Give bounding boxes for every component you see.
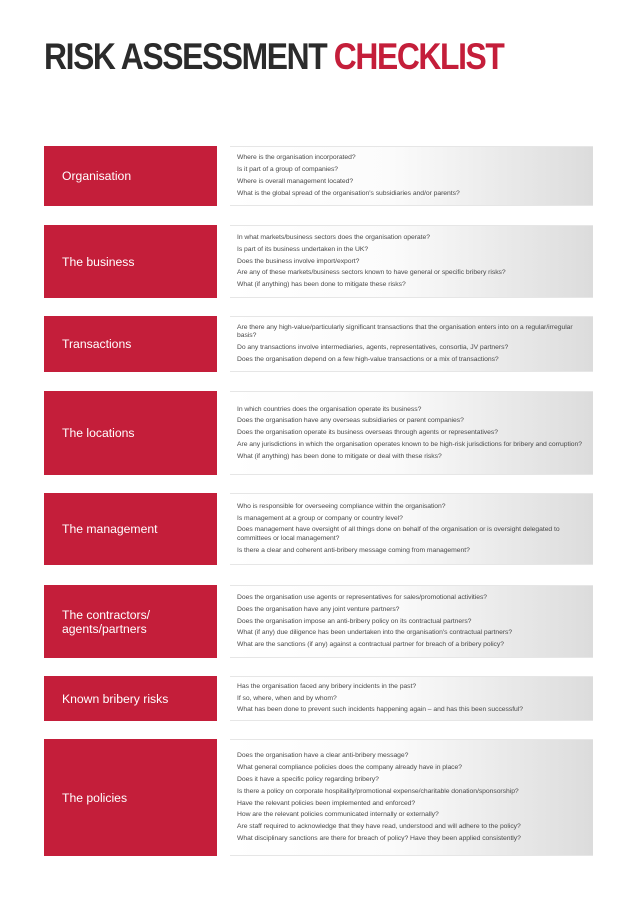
section-contractors-agents-partners [44,585,593,658]
category-block [44,391,217,475]
question-item: If so, where, when and by whom? [237,694,337,702]
question-item: What (if anything) has been done to mitigate these risks? [237,281,406,289]
question-list [230,146,593,206]
section-the-business [44,225,593,298]
question-item: Does the organisation impose an anti-bribery policy on its contractual partners? [237,617,472,625]
page-title-part1: RISK ASSESSMENT [44,36,327,77]
category-block [44,585,217,658]
question-item: Is part of its business undertaken in the UK? [237,245,369,253]
category-label: The management [62,522,158,536]
category-label: The business [62,254,135,269]
page-title-part2: CHECKLIST [333,36,504,77]
question-item: What general compliance policies does the company already have in place? [237,764,462,772]
question-item: In which countries does the organisation operate its business? [237,405,422,413]
question-item: Has the organisation faced any bribery incidents in the past? [237,682,417,690]
section-transactions [44,316,593,372]
question-item: Where is overall management located? [237,178,354,185]
category-block [44,316,217,372]
question-item: What are the sanctions (if any) against a contractual partner for breach of a bribery policy? [237,641,504,649]
section-the-locations [44,391,593,475]
section-the-management [44,493,593,565]
section-organisation [44,146,593,206]
category-label: Known bribery risks [62,691,169,706]
question-item: Does the business involve import/export? [237,257,360,265]
question-item: Does the organisation operate its business overseas through agents or representatives? [237,429,498,437]
question-item: Is there a policy on corporate hospitality/promotional expense/charitable donation/sponsorship? [237,787,519,795]
page-title [44,38,503,75]
question-item: In what markets/business sectors does the organisation operate? [237,234,430,241]
question-item: Does the organisation depend on a few high-value transactions or a mix of transactions? [237,356,499,364]
question-item: What disciplinary sanctions are there for breach of policy? Have they been applied consistently? [237,834,521,842]
category-block [44,225,217,298]
question-list [230,493,593,565]
question-item: Does the organisation have any joint venture partners? [237,605,400,613]
category-block [44,493,217,565]
category-label: The locations [62,426,135,440]
question-item: Are any jurisdictions in which the organisation operates known to be high-risk jurisdictions for bribery and corruption? [237,440,582,448]
question-item: Is management at a group or company or country level? [237,514,403,522]
question-item: Are any of these markets/business sectors known to have general or specific bribery risks? [237,269,506,277]
category-label: Transactions [62,337,132,351]
question-item: Are there any high-value/particularly significant transactions that the organisation enters into on a regular/irregular basis? [237,323,573,340]
question-list [230,225,593,298]
category-block [44,146,217,206]
question-item: How are the relevant policies communicated internally or externally? [237,811,439,819]
question-item: Is it part of a group of companies? [237,166,339,174]
question-list [230,316,593,372]
question-item: Does the organisation have a clear anti-bribery message? [237,752,409,760]
section-the-policies [44,739,593,856]
question-item: Does the organisation use agents or representatives for sales/promotional activities? [237,594,488,601]
question-item: Where is the organisation incorporated? [237,154,356,162]
question-item: What (if any) due diligence has been undertaken into the organisation's contractual partners? [237,629,513,637]
category-block [44,676,217,721]
question-item: Is there a clear and coherent anti-bribery message coming from management? [237,547,470,555]
question-item: What is the global spread of the organisation's subsidiaries and/or parents? [237,189,460,197]
category-label: Organisation [62,169,132,183]
question-item: Are staff required to acknowledge that they have read, understood and will adhere to the policy? [237,823,521,831]
question-list [230,585,593,658]
category-label: The contractors/ agents/partners [62,607,151,636]
question-item: Who is responsible for overseeing compliance within the organisation? [237,503,446,511]
question-list [230,739,593,856]
question-item: What has been done to prevent such incidents happening again – and has this been successful? [237,706,523,714]
question-item: Do any transactions involve intermediaries, agents, representatives, consortia, JV partners? [237,344,509,352]
category-label: The policies [62,790,128,805]
category-block [44,739,217,856]
question-list [230,391,593,475]
question-list [230,676,593,721]
question-item: Does it have a specific policy regarding bribery? [237,775,379,783]
question-item: Does management have oversight of all things done on behalf of the organisation or is oversight delegated to committees or local management? [237,526,560,542]
question-item: Does the organisation have any overseas subsidiaries or parent companies? [237,417,464,425]
question-item: Have the relevant policies been implemented and enforced? [237,799,416,807]
question-item: What (if anything) has been done to mitigate or deal with these risks? [237,452,442,460]
section-known-bribery-risks [44,676,593,721]
